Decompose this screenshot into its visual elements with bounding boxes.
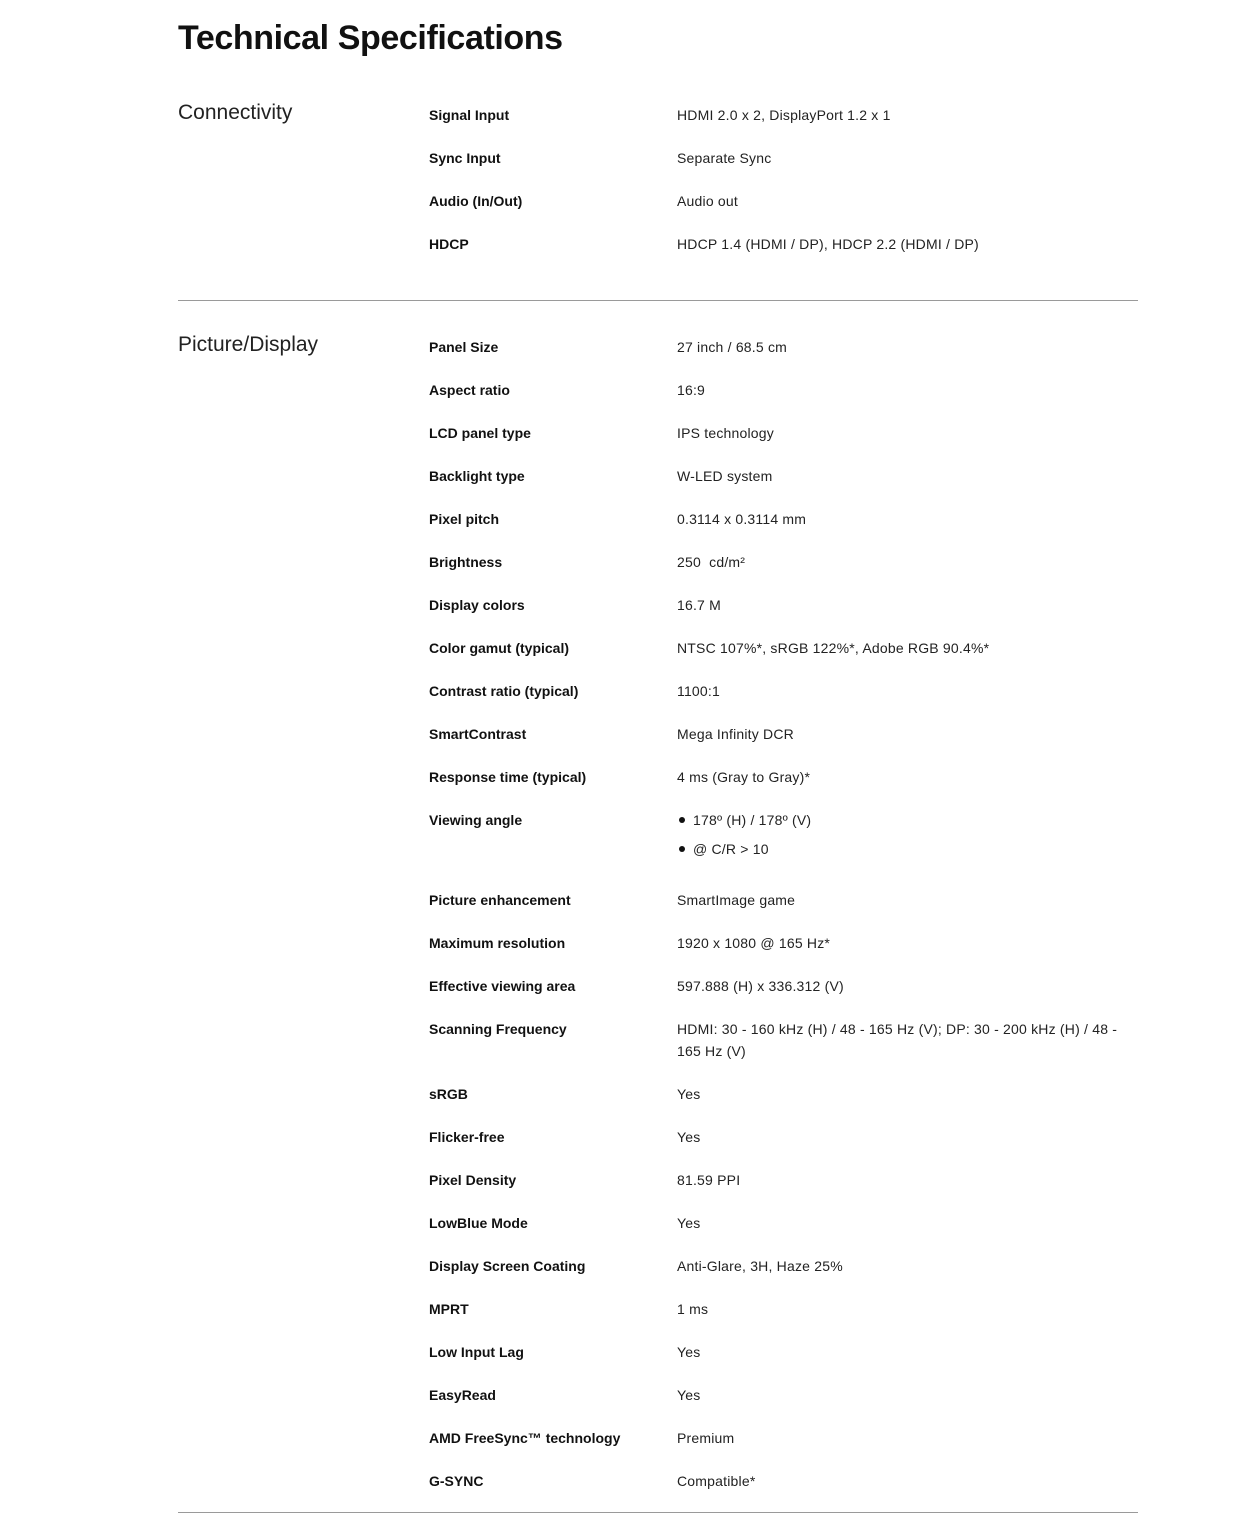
spec-row-hdcp xyxy=(429,233,1138,276)
spec-label: Flicker-free xyxy=(429,1129,505,1145)
spec-row-audio xyxy=(429,190,1138,233)
spec-label: AMD FreeSync™ technology xyxy=(429,1430,621,1446)
spec-row-flicker-free xyxy=(429,1126,1138,1169)
spec-value: 597.888 (H) x 336.312 (V) xyxy=(677,978,844,994)
spec-list-picture-display xyxy=(429,328,1138,1513)
spec-label: Color gamut (typical) xyxy=(429,640,570,656)
spec-row-brightness xyxy=(429,551,1138,594)
spec-label: Display colors xyxy=(429,597,525,613)
spec-value: Yes xyxy=(677,1344,701,1360)
spec-value xyxy=(677,809,1138,867)
spec-label: Maximum resolution xyxy=(429,935,566,951)
list-item-text: 178º (H) / 178º (V) xyxy=(693,812,812,828)
spec-value: Premium xyxy=(677,1430,735,1446)
spec-value: Compatible* xyxy=(677,1473,756,1489)
spec-value: Audio out xyxy=(677,193,738,209)
spec-row-low-input-lag xyxy=(429,1341,1138,1384)
spec-label: SmartContrast xyxy=(429,726,527,742)
spec-label: Signal Input xyxy=(429,107,510,123)
spec-row-backlight-type xyxy=(429,465,1138,508)
spec-label: sRGB xyxy=(429,1086,468,1102)
spec-value: 1100:1 xyxy=(677,683,720,699)
bullet-icon xyxy=(679,846,685,852)
bullet-list xyxy=(677,809,1138,860)
spec-row-lcd-panel-type xyxy=(429,422,1138,465)
spec-value: 81.59 PPI xyxy=(677,1172,741,1188)
spec-label: EasyRead xyxy=(429,1387,496,1403)
spec-label: Response time (typical) xyxy=(429,769,587,785)
spec-label: Display Screen Coating xyxy=(429,1258,586,1274)
spec-value: Yes xyxy=(677,1129,701,1145)
spec-value: 250 cd/m² xyxy=(677,554,746,570)
spec-row-effective-viewing-area xyxy=(429,975,1138,1018)
section-title-connectivity: Connectivity xyxy=(178,101,293,124)
spec-label: Brightness xyxy=(429,554,503,570)
spec-row-signal-input xyxy=(429,104,1138,147)
spec-label: LowBlue Mode xyxy=(429,1215,528,1231)
section-picture-display xyxy=(178,328,1138,1512)
spec-row-contrast-ratio xyxy=(429,680,1138,723)
spec-value: 4 ms (Gray to Gray)* xyxy=(677,769,811,785)
spec-label: Picture enhancement xyxy=(429,892,571,908)
spec-value: Anti-Glare, 3H, Haze 25% xyxy=(677,1258,843,1274)
spec-value: HDMI: 30 - 160 kHz (H) / 48 - 165 Hz (V); DP: 30 - 200 kHz (H) / 48 - 165 Hz (V) xyxy=(677,1021,1118,1059)
spec-value: IPS technology xyxy=(677,425,774,441)
spec-value: W-LED system xyxy=(677,468,773,484)
spec-row-viewing-angle xyxy=(429,809,1138,889)
spec-row-panel-size xyxy=(429,336,1138,379)
spec-list-connectivity xyxy=(429,96,1138,276)
spec-label: HDCP xyxy=(429,236,469,252)
spec-row-pixel-pitch xyxy=(429,508,1138,551)
spec-row-easyread xyxy=(429,1384,1138,1427)
spec-value: 1920 x 1080 @ 165 Hz* xyxy=(677,935,831,951)
page-title: Technical Specifications xyxy=(178,19,563,57)
list-item-text: @ C/R > 10 xyxy=(693,841,769,857)
spec-label: Audio (In/Out) xyxy=(429,193,523,209)
spec-label: Low Input Lag xyxy=(429,1344,524,1360)
spec-value: Separate Sync xyxy=(677,150,772,166)
spec-label: MPRT xyxy=(429,1301,469,1317)
spec-row-sync-input xyxy=(429,147,1138,190)
spec-value: NTSC 107%*, sRGB 122%*, Adobe RGB 90.4%* xyxy=(677,640,990,656)
spec-row-response-time xyxy=(429,766,1138,809)
list-item xyxy=(677,809,1138,831)
spec-value: 16:9 xyxy=(677,382,706,398)
spec-row-lowblue-mode xyxy=(429,1212,1138,1255)
spec-label: Pixel Density xyxy=(429,1172,517,1188)
spec-value: Yes xyxy=(677,1086,701,1102)
spec-row-srgb xyxy=(429,1083,1138,1126)
spec-label: Viewing angle xyxy=(429,812,523,828)
spec-row-picture-enhancement xyxy=(429,889,1138,932)
spec-value: Yes xyxy=(677,1215,701,1231)
spec-row-color-gamut xyxy=(429,637,1138,680)
spec-label: Contrast ratio (typical) xyxy=(429,683,579,699)
spec-value: 16.7 M xyxy=(677,597,721,613)
spec-value: HDCP 1.4 (HDMI / DP), HDCP 2.2 (HDMI / DP) xyxy=(677,236,979,252)
spec-row-mprt xyxy=(429,1298,1138,1341)
spec-label: Pixel pitch xyxy=(429,511,500,527)
spec-sections xyxy=(178,96,1138,1513)
section-divider xyxy=(178,300,1138,301)
bullet-icon xyxy=(679,817,685,823)
spec-row-pixel-density xyxy=(429,1169,1138,1212)
list-item xyxy=(677,838,1138,860)
spec-value: SmartImage game xyxy=(677,892,796,908)
spec-row-display-colors xyxy=(429,594,1138,637)
section-title-picture-display: Picture/Display xyxy=(178,333,319,356)
spec-row-aspect-ratio xyxy=(429,379,1138,422)
spec-value: 1 ms xyxy=(677,1301,709,1317)
spec-label: Panel Size xyxy=(429,339,499,355)
spec-value: 27 inch / 68.5 cm xyxy=(677,339,788,355)
spec-value: HDMI 2.0 x 2, DisplayPort 1.2 x 1 xyxy=(677,107,891,123)
spec-row-scanning-frequency xyxy=(429,1018,1138,1083)
spec-label: G-SYNC xyxy=(429,1473,484,1489)
spec-value: Mega Infinity DCR xyxy=(677,726,794,742)
spec-value: Yes xyxy=(677,1387,701,1403)
spec-label: Aspect ratio xyxy=(429,382,510,398)
spec-label: LCD panel type xyxy=(429,425,531,441)
spec-row-amd-freesync xyxy=(429,1427,1138,1470)
spec-value: 0.3114 x 0.3114 mm xyxy=(677,511,807,527)
spec-row-maximum-resolution xyxy=(429,932,1138,975)
spec-row-g-sync xyxy=(429,1470,1138,1513)
spec-label: Scanning Frequency xyxy=(429,1021,567,1037)
spec-label: Sync Input xyxy=(429,150,501,166)
spec-label: Backlight type xyxy=(429,468,525,484)
section-connectivity xyxy=(178,96,1138,300)
spec-row-display-screen-coating xyxy=(429,1255,1138,1298)
spec-row-smartcontrast xyxy=(429,723,1138,766)
spec-label: Effective viewing area xyxy=(429,978,576,994)
